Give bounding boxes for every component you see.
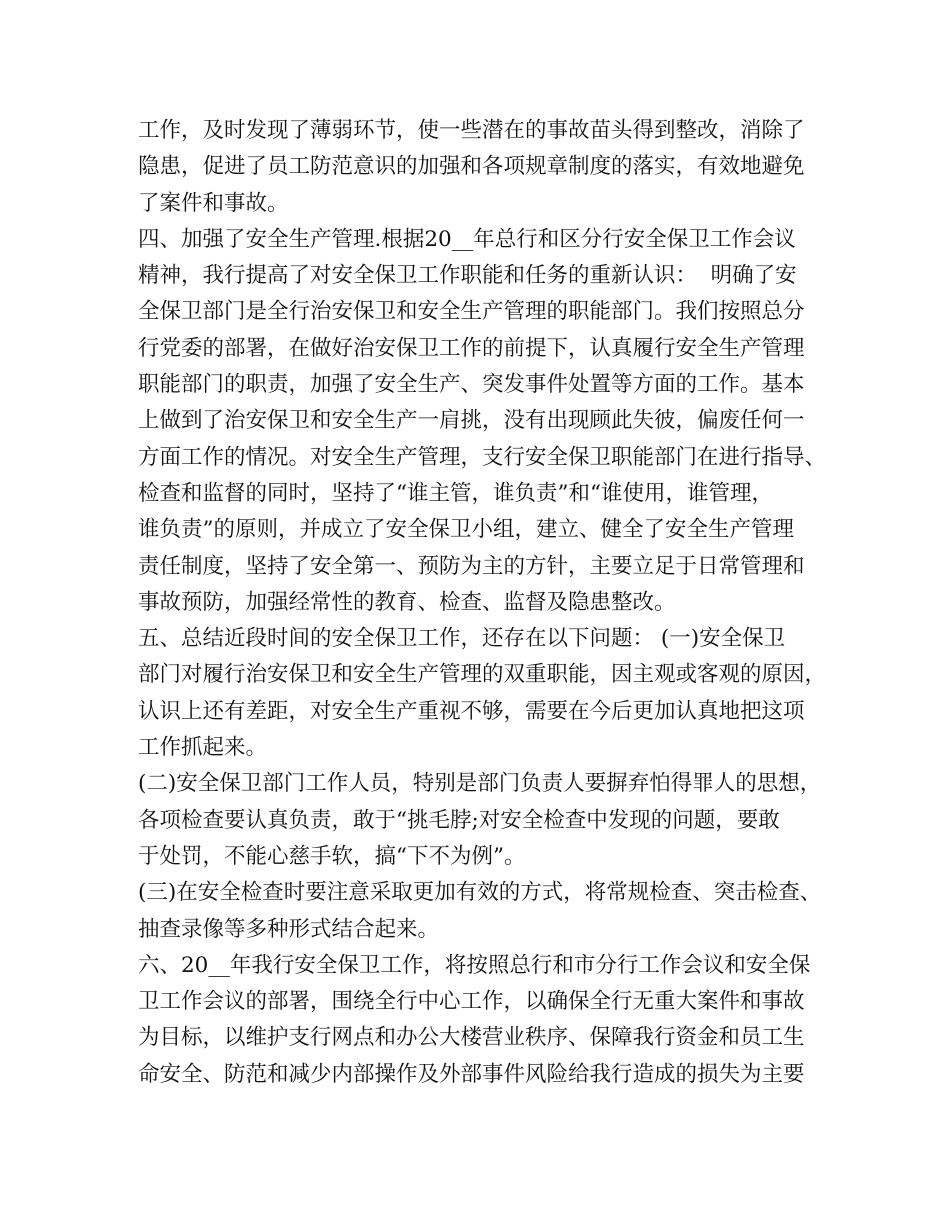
- text-line: 责任制度，坚持了安全第一、预防为主的方针，主要立足于日常管理和: [138, 553, 805, 579]
- text-line: 命安全、防范和减少内部操作及外部事件风险给我行造成的损失为主要: [138, 1061, 805, 1087]
- text-line: 六、20__年我行安全保卫工作，将按照总行和市分行工作会议和安全保: [138, 952, 811, 978]
- text-line: 部门对履行治安保卫和安全生产管理的双重职能，因主观或客观的原因，: [138, 662, 827, 688]
- text-line: 各项检查要认真负责，敢于“挑毛脖;对安全检查中发现的问题，要敢: [138, 807, 780, 833]
- text-line: 四、加强了安全生产管理.根据20__年总行和区分行安全保卫工作会议: [138, 226, 796, 252]
- text-line: 行党委的部署，在做好治安保卫工作的前提下，认真履行安全生产管理: [138, 335, 805, 361]
- text-line: 抽查录像等多种形式结合起来。: [138, 916, 440, 942]
- text-line: 精神，我行提高了对安全保卫工作职能和任务的重新认识： 明确了安: [138, 263, 797, 289]
- text-line: 为目标，以维护支行网点和办公大楼营业秩序、保障我行资金和员工生: [138, 1025, 805, 1051]
- text-line: 方面工作的情况。对安全生产管理，支行安全保卫职能部门在进行指导、: [138, 444, 827, 470]
- text-line: 五、总结近段时间的安全保卫工作，还存在以下问题： (一)安全保卫: [138, 626, 786, 652]
- text-line: 工作，及时发现了薄弱环节，使一些潜在的事故苗头得到整改，消除了: [138, 118, 805, 143]
- text-line: 事故预防，加强经常性的教育、检查、监督及隐患整改。: [138, 589, 676, 615]
- text-line: 检查和监督的同时，坚持了“谁主管，谁负责”和“谁使用，谁管理，: [138, 480, 773, 506]
- text-line: 卫工作会议的部署，围绕全行中心工作，以确保全行无重大案件和事故: [138, 989, 805, 1015]
- text-line: (三)在安全检查时要注意采取更加有效的方式，将常规检查、突击检查、: [138, 880, 822, 906]
- text-line: 了案件和事故。: [138, 190, 289, 216]
- text-line: 职能部门的职责，加强了安全生产、突发事件处置等方面的工作。基本: [138, 372, 805, 398]
- text-line: 上做到了治安保卫和安全生产一肩挑，没有出现顾此失彼，偏废任何一: [138, 408, 805, 434]
- text-line: 工作抓起来。: [138, 735, 268, 761]
- text-line: (二)安全保卫部门工作人员，特别是部门负责人要摒弃怕得罪人的思想，: [138, 771, 822, 797]
- text-line: 谁负责”的原则，并成立了安全保卫小组，建立、健全了安全生产管理: [138, 517, 794, 543]
- text-line: 认识上还有差距，对安全生产重视不够，需要在今后更加认真地把这项: [138, 698, 805, 724]
- text-line: 全保卫部门是全行治安保卫和安全生产管理的职能部门。我们按照总分: [138, 299, 805, 325]
- text-line: 隐患，促进了员工防范意识的加强和各项规章制度的落实，有效地避免: [138, 154, 805, 180]
- body-text: [138, 113, 838, 1093]
- text-line: 于处罚，不能心慈手软，搞“下不为例”。: [138, 843, 526, 869]
